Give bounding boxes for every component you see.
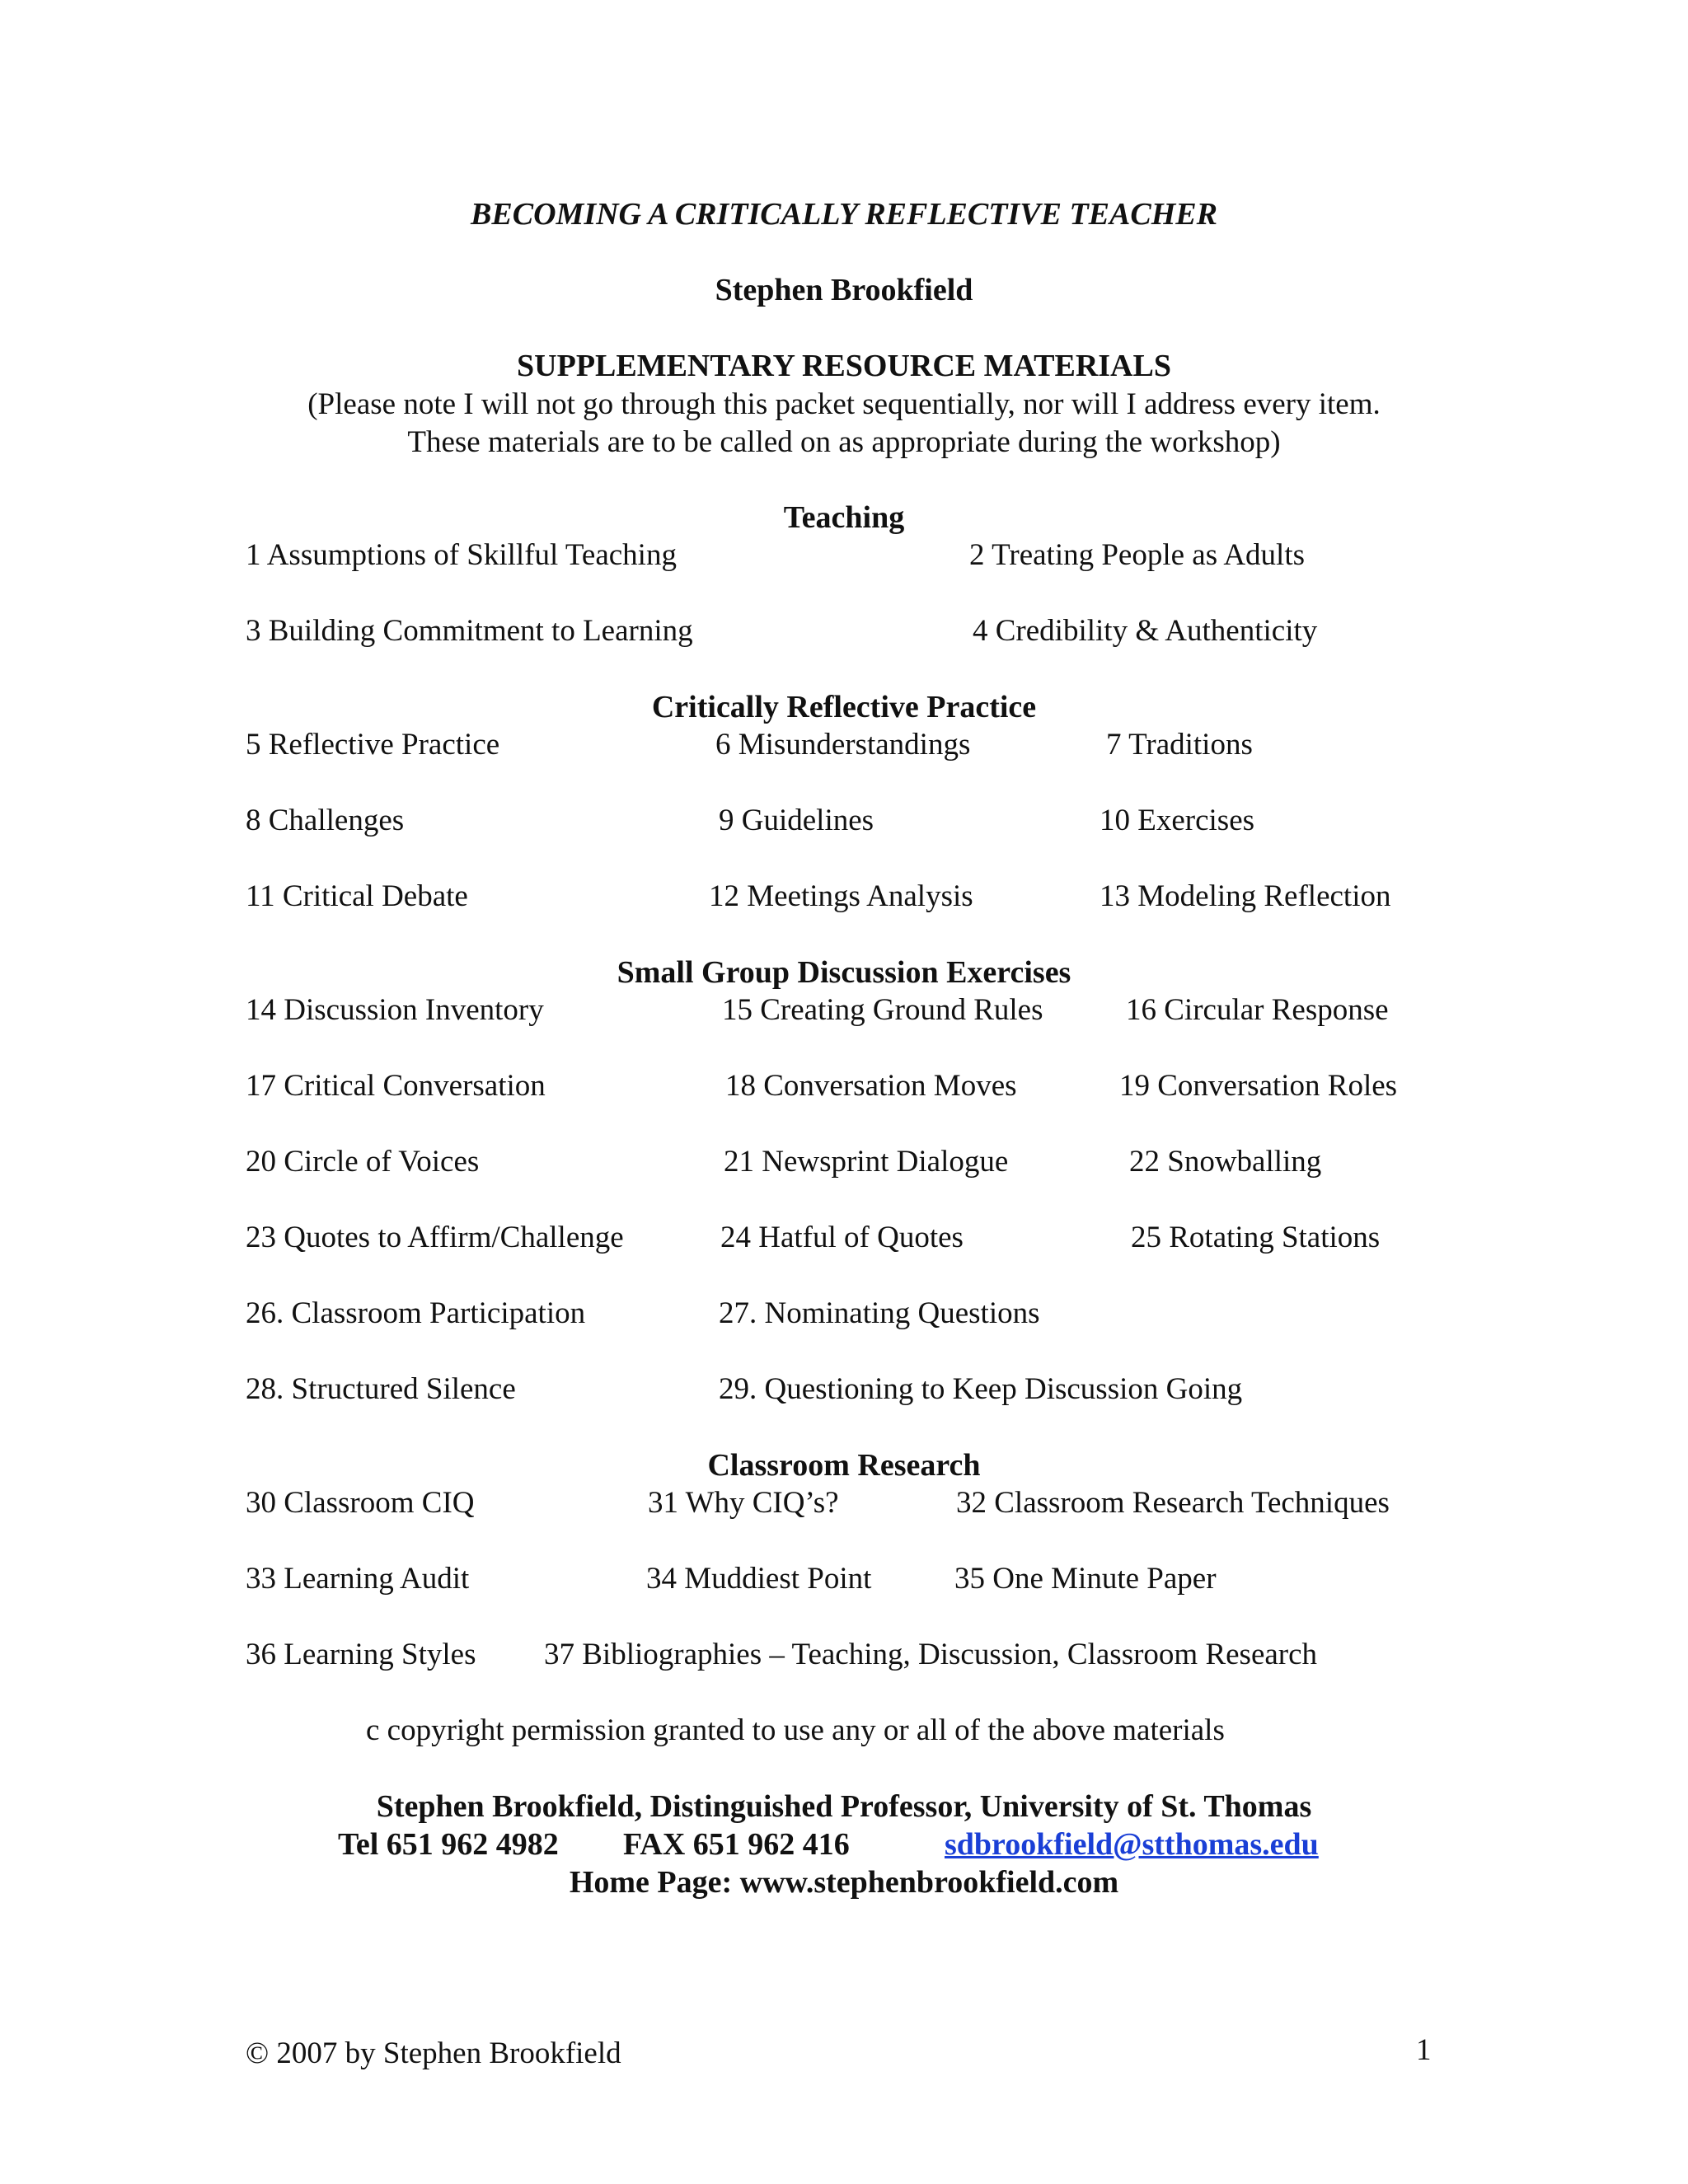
- list-item: 28. Structured Silence: [246, 1372, 516, 1406]
- footer-copyright: © 2007 by Stephen Brookfield: [246, 2036, 621, 2070]
- list-item: 4 Credibility & Authenticity: [973, 614, 1318, 648]
- list-item: 2 Treating People as Adults: [969, 538, 1306, 572]
- list-item: 33 Learning Audit: [246, 1562, 470, 1596]
- contact-affiliation: Stephen Brookfield, Distinguished Professor, University of St. Thomas: [376, 1789, 1312, 1824]
- list-item: 10 Exercises: [1100, 804, 1255, 837]
- list-item: 24 Hatful of Quotes: [720, 1221, 964, 1254]
- packet-note-line-1: (Please note I will not go through this packet sequentially, nor will I address every item.: [307, 387, 1381, 421]
- section-heading-reflective-practice: Critically Reflective Practice: [651, 690, 1037, 724]
- section-heading-classroom-research: Classroom Research: [707, 1448, 981, 1483]
- list-item: 7 Traditions: [1106, 728, 1253, 762]
- contact-fax: FAX 651 962 416: [623, 1827, 850, 1862]
- list-item: 13 Modeling Reflection: [1100, 879, 1391, 913]
- list-item: 35 One Minute Paper: [954, 1562, 1217, 1596]
- list-item: 1 Assumptions of Skillful Teaching: [246, 538, 677, 572]
- list-item: 32 Classroom Research Techniques: [956, 1486, 1390, 1520]
- list-item: 20 Circle of Voices: [246, 1145, 480, 1179]
- list-item: 14 Discussion Inventory: [246, 993, 544, 1027]
- packet-note-line-2: These materials are to be called on as appropriate during the workshop): [407, 425, 1281, 459]
- list-item: 27. Nominating Questions: [719, 1296, 1040, 1330]
- list-item: 25 Rotating Stations: [1131, 1221, 1381, 1254]
- list-item: 30 Classroom CIQ: [246, 1486, 475, 1520]
- list-item: 34 Muddiest Point: [646, 1562, 872, 1596]
- section-heading-teaching: Teaching: [783, 500, 905, 535]
- contact-telephone: Tel 651 962 4982: [338, 1827, 559, 1862]
- list-item: 37 Bibliographies – Teaching, Discussion, Classroom Research: [544, 1638, 1318, 1671]
- list-item: 12 Meetings Analysis: [709, 879, 973, 913]
- email-link[interactable]: sdbrookfield@stthomas.edu: [945, 1827, 1319, 1862]
- list-item: 21 Newsprint Dialogue: [724, 1145, 1009, 1179]
- list-item: 26. Classroom Participation: [246, 1296, 586, 1330]
- list-item: 16 Circular Response: [1126, 993, 1389, 1027]
- list-item: 19 Conversation Roles: [1119, 1069, 1398, 1103]
- list-item: 18 Conversation Moves: [725, 1069, 1017, 1103]
- copyright-permission: c copyright permission granted to use any or all of the above materials: [366, 1713, 1225, 1747]
- section-heading-discussion-exercises: Small Group Discussion Exercises: [617, 955, 1071, 990]
- list-item: 8 Challenges: [246, 804, 405, 837]
- document-subtitle: SUPPLEMENTARY RESOURCE MATERIALS: [517, 349, 1171, 383]
- page-number: 1: [1416, 2033, 1432, 2067]
- list-item: 36 Learning Styles: [246, 1638, 476, 1671]
- author-name: Stephen Brookfield: [715, 273, 973, 307]
- list-item: 15 Creating Ground Rules: [722, 993, 1043, 1027]
- list-item: 3 Building Commitment to Learning: [246, 614, 693, 648]
- list-item: 22 Snowballing: [1129, 1145, 1322, 1179]
- list-item: 9 Guidelines: [719, 804, 874, 837]
- contact-homepage: Home Page: www.stephenbrookfield.com: [569, 1865, 1119, 1900]
- list-item: 11 Critical Debate: [246, 879, 468, 913]
- list-item: 17 Critical Conversation: [246, 1069, 546, 1103]
- list-item: 29. Questioning to Keep Discussion Going: [719, 1372, 1243, 1406]
- list-item: 23 Quotes to Affirm/Challenge: [246, 1221, 624, 1254]
- list-item: 5 Reflective Practice: [246, 728, 500, 762]
- packet-note: [0, 386, 1688, 462]
- document-title: BECOMING A CRITICALLY REFLECTIVE TEACHER: [471, 197, 1217, 232]
- list-item: 31 Why CIQ’s?: [648, 1486, 839, 1520]
- list-item: 6 Misunderstandings: [715, 728, 971, 762]
